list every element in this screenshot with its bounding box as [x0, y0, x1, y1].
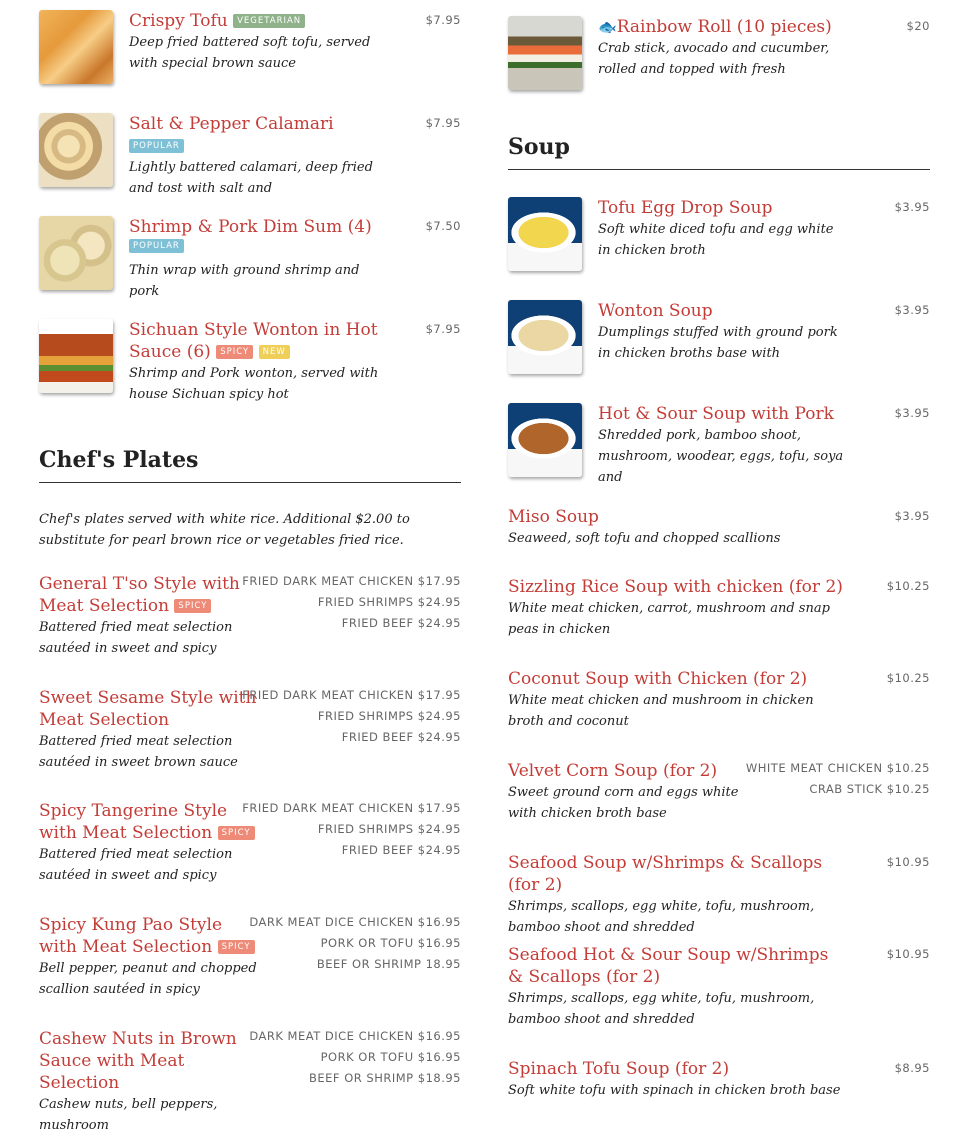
price-options: [249, 912, 461, 975]
popular-badge: POPULAR: [129, 139, 184, 153]
item-title: Seafood Soup w/Shrimps & Scallops (for 2): [508, 853, 823, 895]
popular-badge: POPULAR: [129, 239, 184, 253]
item-description: Shrimps, scallops, egg white, tofu, mushroom, bamboo shoot and shredded: [508, 991, 815, 1027]
item-title: Tofu Egg Drop Soup: [598, 198, 773, 218]
new-badge: NEW: [259, 345, 290, 359]
price-options: [746, 758, 930, 800]
price-option: FRIED SHRIMPS $24.95: [317, 595, 461, 609]
item-description: Battered fried meat selection sautéed in sweet brown sauce: [39, 734, 238, 770]
item-description: White meat chicken, carrot, mushroom and snap peas in chicken: [508, 601, 830, 637]
hot-sour-soup-photo: [508, 403, 582, 477]
spicy-badge: SPICY: [218, 826, 255, 840]
item-title: Spicy Tangerine Style with Meat Selection SPICY: [39, 800, 259, 844]
price-options: [242, 798, 461, 861]
item-description: Crab stick, avocado and cucumber, rolled and topped with fresh: [598, 41, 830, 77]
item-description: Cashew nuts, bell peppers, mushroom: [39, 1097, 218, 1133]
item-title: Seafood Hot & Sour Soup w/Shrimps & Scallops (for 2): [508, 945, 829, 987]
price-option: CRAB STICK $10.25: [809, 782, 930, 796]
price-option: FRIED DARK MEAT CHICKEN $17.95: [242, 688, 461, 702]
price-options: [242, 571, 461, 634]
item-price: $10.25: [886, 579, 930, 593]
price-option: FRIED BEEF $24.95: [341, 616, 461, 630]
spicy-badge: SPICY: [216, 345, 253, 359]
item-title: Sizzling Rice Soup with chicken (for 2): [508, 577, 843, 597]
price-options: [242, 685, 461, 748]
item-title: Velvet Corn Soup (for 2): [508, 761, 718, 781]
item-description: Battered fried meat selection sautéed in sweet and spicy: [39, 620, 233, 656]
price-option: DARK MEAT DICE CHICKEN $16.95: [249, 915, 461, 929]
price-option: FRIED DARK MEAT CHICKEN $17.95: [242, 574, 461, 588]
chefs-plates-note: Chef's plates served with white rice. Additional $2.00 to substitute for pearl brown rice or vegetables fried rice.: [39, 512, 410, 548]
item-price: $3.95: [894, 303, 930, 317]
item-price: $10.95: [886, 947, 930, 961]
item-description: White meat chicken and mushroom in chicken broth and coconut: [508, 693, 814, 729]
item-price: $3.95: [894, 509, 930, 523]
price-option: BEEF OR SHRIMP 18.95: [316, 957, 461, 971]
item-description: Sweet ground corn and eggs white with chicken broth base: [508, 785, 739, 821]
dim-sum-photo: [39, 216, 113, 290]
item-price: $20: [906, 19, 930, 33]
item-description: Bell pepper, peanut and chopped scallion sautéed in spicy: [39, 961, 257, 997]
vegetarian-badge: VEGETARIAN: [233, 14, 305, 28]
item-price: $3.95: [894, 406, 930, 420]
item-description: Shrimps, scallops, egg white, tofu, mushroom, bamboo shoot and shredded: [508, 899, 815, 935]
rainbow-roll-photo: [508, 16, 582, 90]
item-title: Hot & Sour Soup with Pork: [598, 404, 834, 424]
price-option: FRIED DARK MEAT CHICKEN $17.95: [242, 801, 461, 815]
item-title: Wonton Soup: [598, 301, 713, 321]
item-price: $3.95: [894, 200, 930, 214]
price-option: FRIED SHRIMPS $24.95: [317, 709, 461, 723]
price-option: DARK MEAT DICE CHICKEN $16.95: [249, 1029, 461, 1043]
item-title: Miso Soup: [508, 507, 599, 527]
item-title: Coconut Soup with Chicken (for 2): [508, 669, 808, 689]
item-description: Shredded pork, bamboo shoot, mushroom, woodear, eggs, tofu, soya and: [598, 428, 844, 485]
item-price: $10.95: [886, 855, 930, 869]
item-price: $10.25: [886, 671, 930, 685]
egg-drop-soup-photo: [508, 197, 582, 271]
item-price: $7.95: [425, 13, 461, 27]
price-option: FRIED BEEF $24.95: [341, 730, 461, 744]
section-heading-soup: Soup: [508, 134, 930, 170]
item-description: Soft white tofu with spinach in chicken broth base: [508, 1083, 841, 1098]
item-title: Salt & Pepper Calamari POPULAR: [129, 114, 334, 151]
price-option: PORK OR TOFU $16.95: [320, 1050, 461, 1064]
crispy-tofu-photo: [39, 10, 113, 84]
section-heading-chefs-plates: Chef's Plates: [39, 447, 461, 483]
item-title: Spinach Tofu Soup (for 2): [508, 1059, 730, 1079]
item-title: Crispy Tofu VEGETARIAN: [129, 10, 379, 32]
price-option: FRIED SHRIMPS $24.95: [317, 822, 461, 836]
item-title: Shrimp & Pork Dim Sum (4): [129, 217, 372, 237]
item-price: $7.50: [425, 219, 461, 233]
item-title: Cashew Nuts in Brown Sauce with Meat Selection: [39, 1029, 237, 1093]
spicy-badge: SPICY: [218, 940, 255, 954]
item-description: Soft white diced tofu and egg white in chicken broth: [598, 222, 834, 258]
item-description: Thin wrap with ground shrimp and pork: [129, 263, 360, 299]
item-title: Sweet Sesame Style with Meat Selection: [39, 688, 257, 730]
item-description: Battered fried meat selection sautéed in sweet and spicy: [39, 847, 233, 883]
spicy-badge: SPICY: [174, 599, 211, 613]
item-title: Spicy Kung Pao Style with Meat Selection SPICY: [39, 914, 259, 958]
item-price: $7.95: [425, 116, 461, 130]
sichuan-wonton-photo: [39, 319, 113, 393]
item-description: Shrimp and Pork wonton, served with house Sichuan spicy hot: [129, 366, 379, 402]
item-description: Dumplings stuffed with ground pork in chicken broths base with: [598, 325, 838, 361]
item-title: 🐟Rainbow Roll (10 pieces): [598, 17, 832, 37]
item-price: $7.95: [425, 322, 461, 336]
item-description: Seaweed, soft tofu and chopped scallions: [508, 531, 781, 546]
item-title: Sichuan Style Wonton in Hot Sauce (6) SPICY NEW: [129, 320, 378, 362]
item-price: $8.95: [894, 1061, 930, 1075]
item-description: Lightly battered calamari, deep fried and tost with salt and: [129, 160, 373, 196]
item-description: Deep fried battered soft tofu, served with special brown sauce: [129, 35, 371, 71]
price-options: [249, 1026, 461, 1089]
fish-icon: 🐟: [598, 18, 617, 36]
price-option: FRIED BEEF $24.95: [341, 843, 461, 857]
wonton-soup-photo: [508, 300, 582, 374]
price-option: BEEF OR SHRIMP $18.95: [309, 1071, 461, 1085]
item-title: General T'so Style with Meat Selection SPICY: [39, 574, 240, 616]
price-option: WHITE MEAT CHICKEN $10.25: [745, 761, 930, 775]
price-option: PORK OR TOFU $16.95: [320, 936, 461, 950]
calamari-photo: [39, 113, 113, 187]
